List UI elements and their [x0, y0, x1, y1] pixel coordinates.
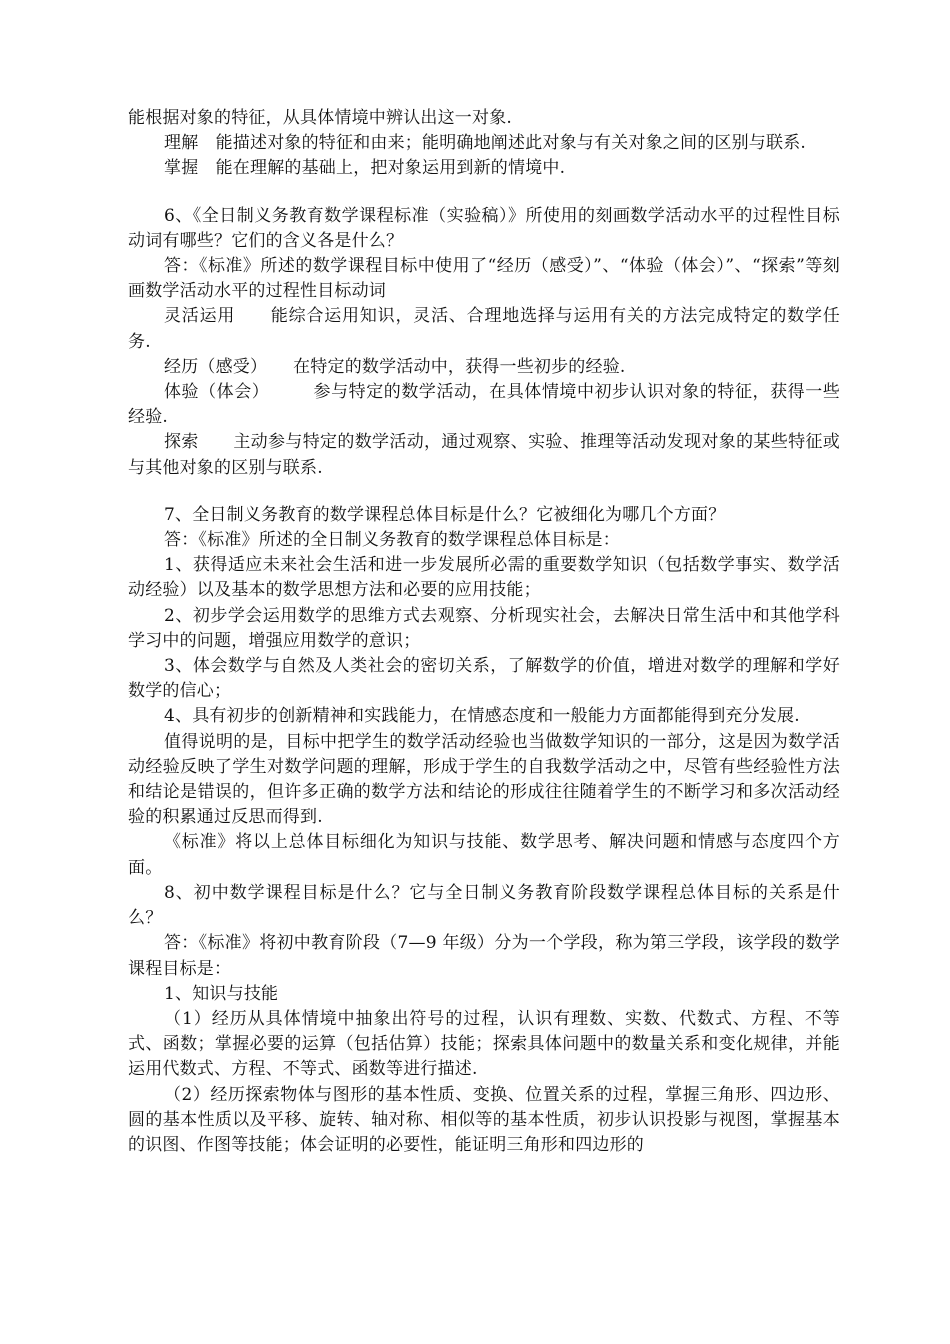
document-body [128, 106, 840, 1158]
standard-summary: 《标准》将以上总体目标细化为知识与技能、数学思考、解决问题和情感与态度四个方面。 [128, 832, 840, 878]
goal-item-1: 1、获得适应未来社会生活和进一步发展所必需的重要数学知识（包括数学事实、数学活动经验）以及基本的数学思想方法和必要的应用技能； [128, 555, 840, 601]
question-7: 7、全日制义务教育的数学课程总体目标是什么？它被细化为哪几个方面？ [164, 504, 726, 525]
knowledge-item-1: （1）经历从具体情境中抽象出符号的过程，认识有理数、实数、代数式、方程、不等式、函数；掌握必要的运算（包括估算）技能；探索具体问题中的数量关系和变化规律，并能运用代数式、方程、不等式、函数等进行描述. [128, 1008, 840, 1080]
goal-item-2: 2、初步学会运用数学的思维方式去观察、分析现实社会，去解决日常生活中和其他学科学习中的问题，增强应用数学的意识； [128, 605, 840, 651]
note-paragraph: 值得说明的是，目标中把学生的数学活动经验也当做数学知识的一部分，这是因为数学活动经验反映了学生对数学问题的理解，形成于学生的自我数学活动之中，尽管有些经验性方法和结论是错误的，但许多正确的数学方法和结论的形成往往随着学生的不断学习和多次活动经验的积累通过反思而得到. [128, 731, 840, 828]
question-6: 6、《全日制义务教育数学课程标准（实验稿）》所使用的刻画数学活动水平的过程性目标动词有哪些？它们的含义各是什么？ [128, 205, 840, 251]
paragraph-spacer [128, 481, 840, 503]
term-explore: 探索 主动参与特定的数学活动，通过观察、实验、推理等活动发现对象的某些特征或与其他对象的区别与联系. [128, 432, 840, 478]
knowledge-item-2: （2）经历探索物体与图形的基本性质、变换、位置关系的过程，掌握三角形、四边形、圆的基本性质以及平移、旋转、轴对称、相似等的基本性质，初步认识投影与视图，掌握基本的识图、作图等技能；体会证明的必要性，能证明三角形和四边形的 [128, 1084, 840, 1155]
term-flexible-use: 灵活运用 能综合运用知识，灵活、合理地选择与运用有关的方法完成特定的数学任务. [128, 306, 840, 352]
paragraph-spacer [128, 182, 840, 204]
term-experience-realize: 体验（体会） 参与特定的数学活动，在具体情境中初步认识对象的特征，获得一些经验. [128, 382, 840, 428]
question-8: 8、初中数学课程目标是什么？它与全日制义务教育阶段数学课程总体目标的关系是什么？ [128, 882, 840, 929]
paragraph-recognize-continuation: 能根据对象的特征，从具体情境中辨认出这一对象. [128, 108, 513, 128]
answer-8-intro: 答：《标准》将初中教育阶段（7—9 年级）分为一个学段，称为第三学段，该学段的数学课程目标是： [128, 933, 840, 979]
term-experience-feel: 经历（感受） 在特定的数学活动中，获得一些初步的经验. [164, 356, 626, 377]
goal-item-4: 4、具有初步的创新精神和实践能力，在情感态度和一般能力方面都能得到充分发展. [164, 706, 800, 727]
answer-6-intro: 答：《标准》所述的数学课程目标中使用了“经历（感受）”、“体验（体会）”、“探索”等刻画数学活动水平的过程性目标动词 [128, 256, 840, 302]
section-knowledge-skills: 1、知识与技能 [164, 983, 279, 1004]
paragraph-understand: 理解 能描述对象的特征和由来；能明确地阐述此对象与有关对象之间的区别与联系. [164, 133, 807, 154]
paragraph-master: 掌握 能在理解的基础上，把对象运用到新的情境中. [164, 158, 566, 179]
answer-7-intro: 答：《标准》所述的全日制义务教育的数学课程总体目标是： [164, 530, 620, 551]
goal-item-3: 3、体会数学与自然及人类社会的密切关系，了解数学的价值，增进对数学的理解和学好数学的信心； [128, 656, 840, 702]
